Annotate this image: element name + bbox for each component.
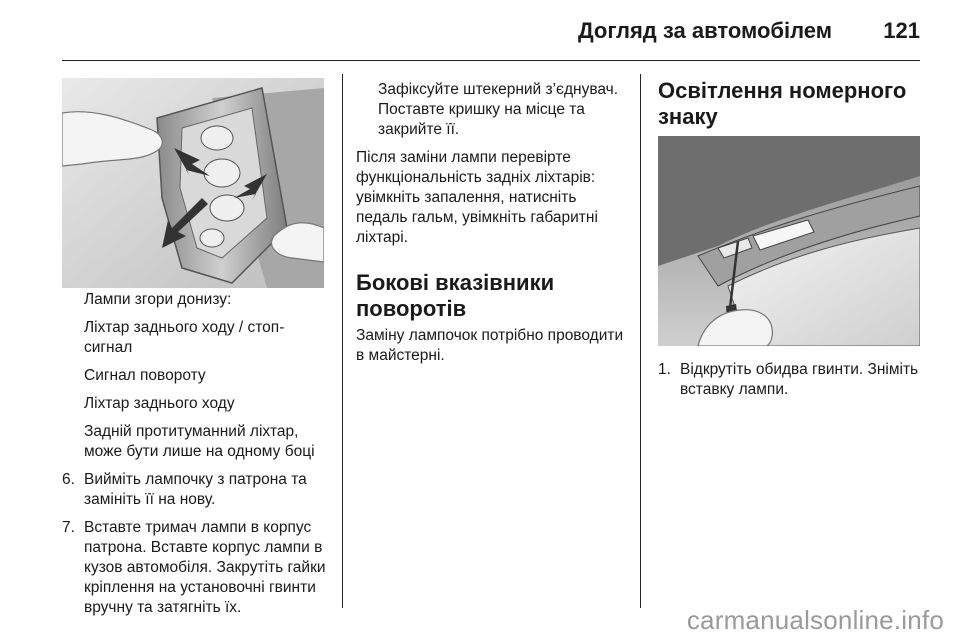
lamp-list-intro: Лампи згори донизу: [84, 291, 232, 308]
column-1-text [62, 290, 332, 626]
lamp-list-item: Задній протитуманний ліхтар, може бути лише на одному боці [84, 423, 315, 460]
step-text: Вийміть лампочку з патрона та замініть її на нову. [84, 471, 307, 508]
step-text: Вставте тримач лампи в корпус патрона. Вставте корпус лампи в кузов автомобіля. Закрутіть гайки кріплення на установочні гвинти вручну та затягніть їх. [84, 519, 326, 616]
section-title-licence-plate-light: Освітлення номерного знаку [658, 78, 907, 129]
section-title-side-indicators: Бокові вказівники поворотів [356, 270, 555, 321]
lamp-list-item: Ліхтар заднього ходу [84, 395, 235, 412]
continued-step-text: Зафіксуйте штекерний з’єднувач. Поставте кришку на місце та закрийте її. [378, 81, 619, 138]
column-divider-1 [342, 74, 343, 608]
step-text: Відкрутіть обидва гвинти. Зніміть вставку лампи. [680, 361, 919, 398]
page-header-title: Догляд за автомобілем [577, 18, 832, 43]
after-replacement-text: Після заміни лампи перевірте функціональність задніх ліхтарів: увімкніть запалення, натисніть педаль гальм, увімкніть габаритні ліхтарі. [356, 149, 598, 246]
tail-lamp-illustration [62, 78, 324, 288]
lamp-list-item: Сигнал повороту [84, 367, 206, 384]
side-indicators-text: Заміну лампочок потрібно проводити в майстерні. [356, 327, 624, 364]
step-1 [658, 360, 920, 400]
step-6 [62, 470, 332, 510]
header-rule [62, 60, 920, 61]
licence-plate-light-illustration [658, 136, 920, 346]
page-number: 121 [883, 18, 920, 43]
step-number: 1. [658, 361, 671, 378]
lamp-list-item: Ліхтар заднього ходу / стоп-сигнал [84, 319, 285, 356]
step-number: 6. [62, 471, 75, 488]
step-7 [62, 518, 332, 618]
watermark: carmanualsonline.info [686, 605, 944, 635]
column-divider-2 [640, 74, 641, 608]
column-3-steps [658, 360, 920, 408]
column-3-text [658, 78, 920, 130]
column-2-text [356, 80, 624, 374]
step-number: 7. [62, 519, 75, 536]
